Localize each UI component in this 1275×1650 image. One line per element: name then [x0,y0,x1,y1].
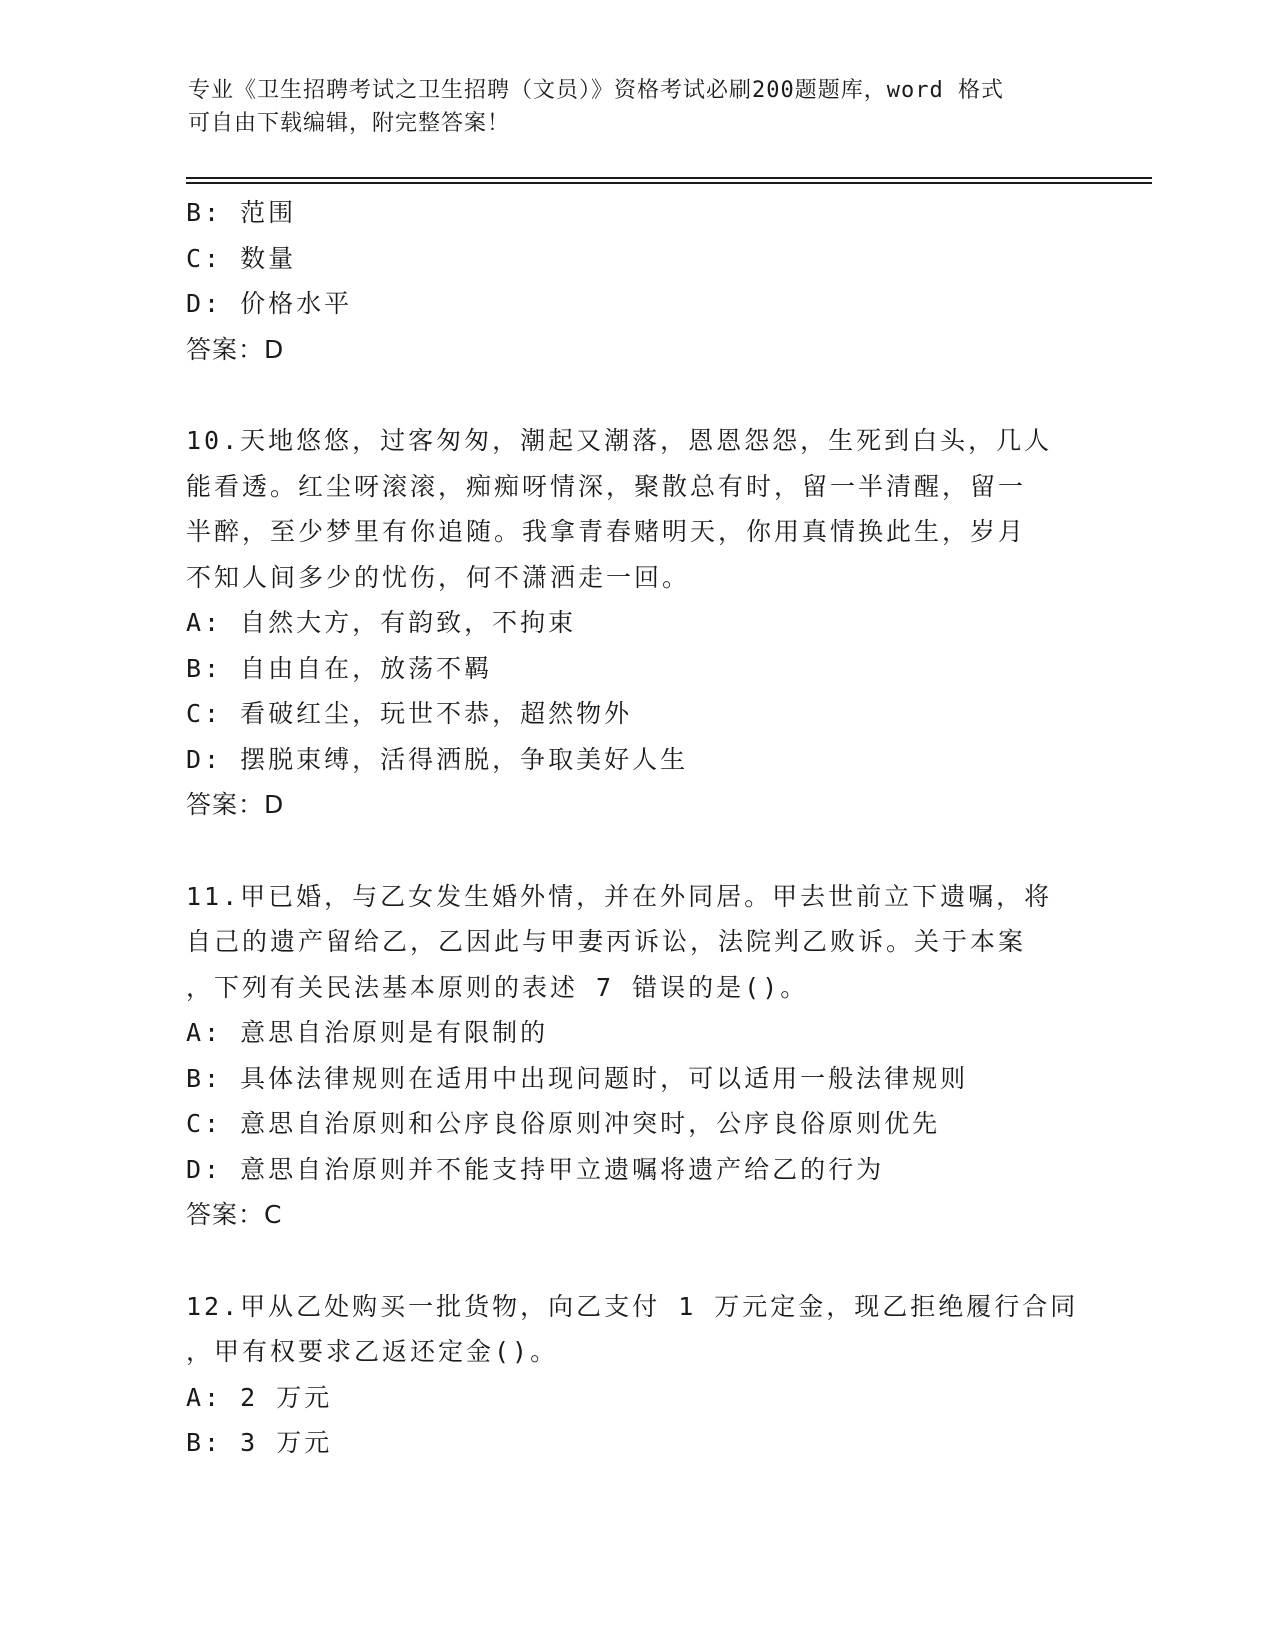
option-b: B: 3 万元 [186,1428,333,1457]
header-divider-top [186,177,1152,179]
spacer [186,372,1086,418]
question-11 [186,874,1086,1238]
spacer [186,828,1086,874]
option-d: D: 价格水平 [186,289,353,318]
spacer [186,1238,1086,1284]
option-d: D: 意思自治原则并不能支持甲立遗嘱将遗产给乙的行为 [186,1154,885,1184]
question-12 [186,1284,1086,1466]
option-c: C: 数量 [186,243,297,273]
option-b: B: 范围 [186,198,297,227]
option-c: C: 意思自治原则和公序良俗原则冲突时，公序良俗原则优先 [186,1109,941,1138]
option-b: B: 自由自在，放荡不羁 [186,653,493,683]
question-text-line: 11.甲已婚，与乙女发生婚外情，并在外同居。甲去世前立下遗嘱，将 [186,881,1053,911]
question-list [186,190,1086,1466]
question-9-tail [186,190,1086,372]
question-10 [186,418,1086,828]
question-text-line: 10.天地悠悠，过客匆匆，潮起又潮落，恩恩怨怨，生死到白头，几人 [186,426,1053,455]
document-header [188,74,1088,140]
question-text-line: ，甲有权要求乙返还定金()。 [186,1337,559,1366]
question-text-line: 12.甲从乙处购买一批货物，向乙支付 1 万元定金，现乙拒绝履行合同 [186,1291,1079,1321]
option-d: D: 摆脱束缚，活得洒脱，争取美好人生 [186,744,689,774]
question-text-line: 能看透。红尘呀滚滚，痴痴呀情深，聚散总有时，留一半清醒，留一 [186,471,1027,501]
option-a: A: 自然大方，有韵致，不拘束 [186,608,577,637]
option-c: C: 看破红尘，玩世不恭，超然物外 [186,699,633,728]
answer-line: 答案：D [186,334,285,364]
answer-line: 答案：D [186,790,285,819]
question-text-line: ，下列有关民法基本原则的表述 7 错误的是()。 [186,972,809,1002]
header-line-1: 专业《卫生招聘考试之卫生招聘（文员）》资格考试必刷200题题库，word 格式 [188,78,1004,103]
option-a: A: 2 万元 [186,1382,333,1412]
header-line-2: 可自由下载编辑，附完整答案！ [188,111,511,136]
answer-line: 答案：C [186,1200,283,1229]
header-divider-bottom [186,182,1152,184]
question-text-line: 自己的遗产留给乙，乙因此与甲妻丙诉讼，法院判乙败诉。关于本案 [186,927,1027,956]
question-text-line: 半醉，至少梦里有你追随。我拿青春赌明天，你用真情换此生，岁月 [186,517,1027,546]
option-a: A: 意思自治原则是有限制的 [186,1018,549,1047]
option-b: B: 具体法律规则在适用中出现问题时，可以适用一般法律规则 [186,1063,969,1093]
question-text-line: 不知人间多少的忧伤，何不潇洒走一回。 [186,562,691,592]
